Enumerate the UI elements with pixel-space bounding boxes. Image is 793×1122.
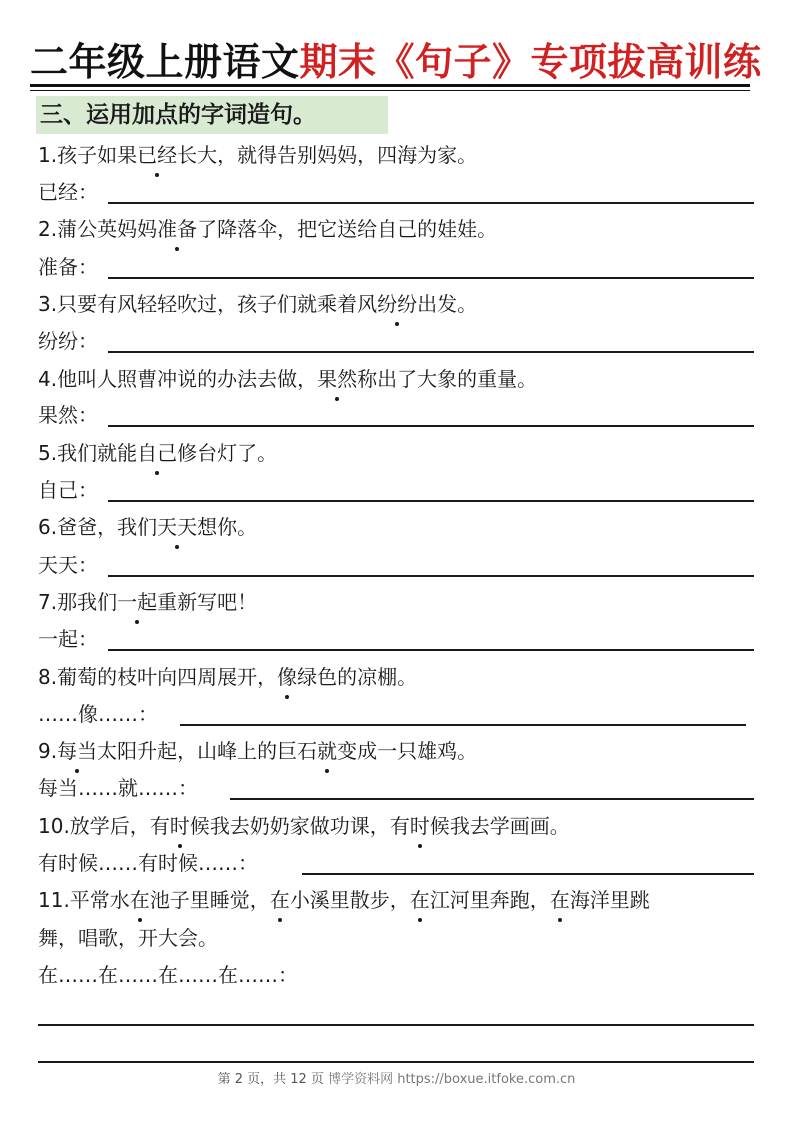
title-rule-thin [30,90,750,91]
answer-label: 准备： [38,255,98,279]
question-sentence: 5.我们就能自己修台灯了。 [38,441,278,465]
answer-row[interactable] [38,327,754,355]
question-sentence: 8.葡萄的枝叶向四周展开，像绿色的凉棚。 [38,665,418,689]
answer-label: 自己： [38,478,98,502]
question-sentence: 2.蒲公英妈妈准备了降落伞，把它送给自己的娃娃。 [38,217,498,241]
answer-row [38,961,754,989]
title-topic: 期末《句子》专项拔高训练 [299,40,762,84]
answer-row[interactable] [38,625,754,653]
answer-label: 天天： [38,553,98,577]
answer-row[interactable] [38,849,754,877]
answer-row[interactable] [38,774,754,802]
page-footer [0,1068,793,1087]
question-sentence: 10.放学后，有时候我去奶奶家做功课，有时候我去学画画。 [38,814,570,838]
answer-label: 纷纷： [38,329,98,353]
answer-line[interactable] [108,500,754,502]
answer-row[interactable] [38,700,746,728]
answer-row[interactable] [38,401,754,429]
answer-line[interactable] [108,425,754,427]
answer-label: 每当……就……： [38,776,198,800]
answer-line[interactable] [38,1024,754,1026]
question-sentence: 4.他叫人照曹冲说的办法去做，果然称出了大象的重量。 [38,367,538,391]
question-sentence: 9.每当太阳升起，山峰上的巨石就变成一只雄鸡。 [38,739,478,763]
question-sentence: 3.只要有风轻轻吹过，孩子们就乘着风纷纷出发。 [38,292,478,316]
answer-label: ……像……： [38,702,158,726]
question-sentence: 6.爸爸，我们天天想你。 [38,515,258,539]
answer-row[interactable] [38,476,754,504]
answer-line[interactable] [38,1061,754,1063]
question-sentence: 7.那我们一起重新写吧！ [38,590,258,614]
answer-row[interactable] [38,178,754,206]
answer-row[interactable] [38,551,754,579]
question-sentence: 1.孩子如果已经长大，就得告别妈妈，四海为家。 [38,143,478,167]
answer-label: 在……在……在……在……： [38,963,298,987]
question-sentence: 11.平常水在池子里睡觉，在小溪里散步，在江河里奔跑，在海洋里跳 [38,888,650,912]
answer-line[interactable] [180,724,746,726]
answer-line[interactable] [108,575,754,577]
answer-label: 果然： [38,403,98,427]
answer-row[interactable] [38,253,754,281]
page-title [30,38,770,86]
title-grade: 二年级上册语文 [30,40,300,84]
page-number: 第 2 页，共 12 页 [217,1072,324,1087]
answer-line[interactable] [108,649,754,651]
watermark-site: 博学资料网 https://boxue.itfoke.com.cn [328,1072,576,1087]
answer-label: 一起： [38,627,98,651]
question-sentence-continued: 舞，唱歌，开大会。 [38,926,218,950]
answer-line[interactable] [108,202,754,204]
title-rule [30,84,750,87]
answer-line[interactable] [230,798,754,800]
answer-label: 有时候……有时候……： [38,851,258,875]
answer-line[interactable] [108,277,754,279]
answer-label: 已经： [38,180,98,204]
answer-line[interactable] [302,873,754,875]
section-heading: 三、运用加点的字词造句。 [36,96,388,134]
answer-line[interactable] [108,351,754,353]
